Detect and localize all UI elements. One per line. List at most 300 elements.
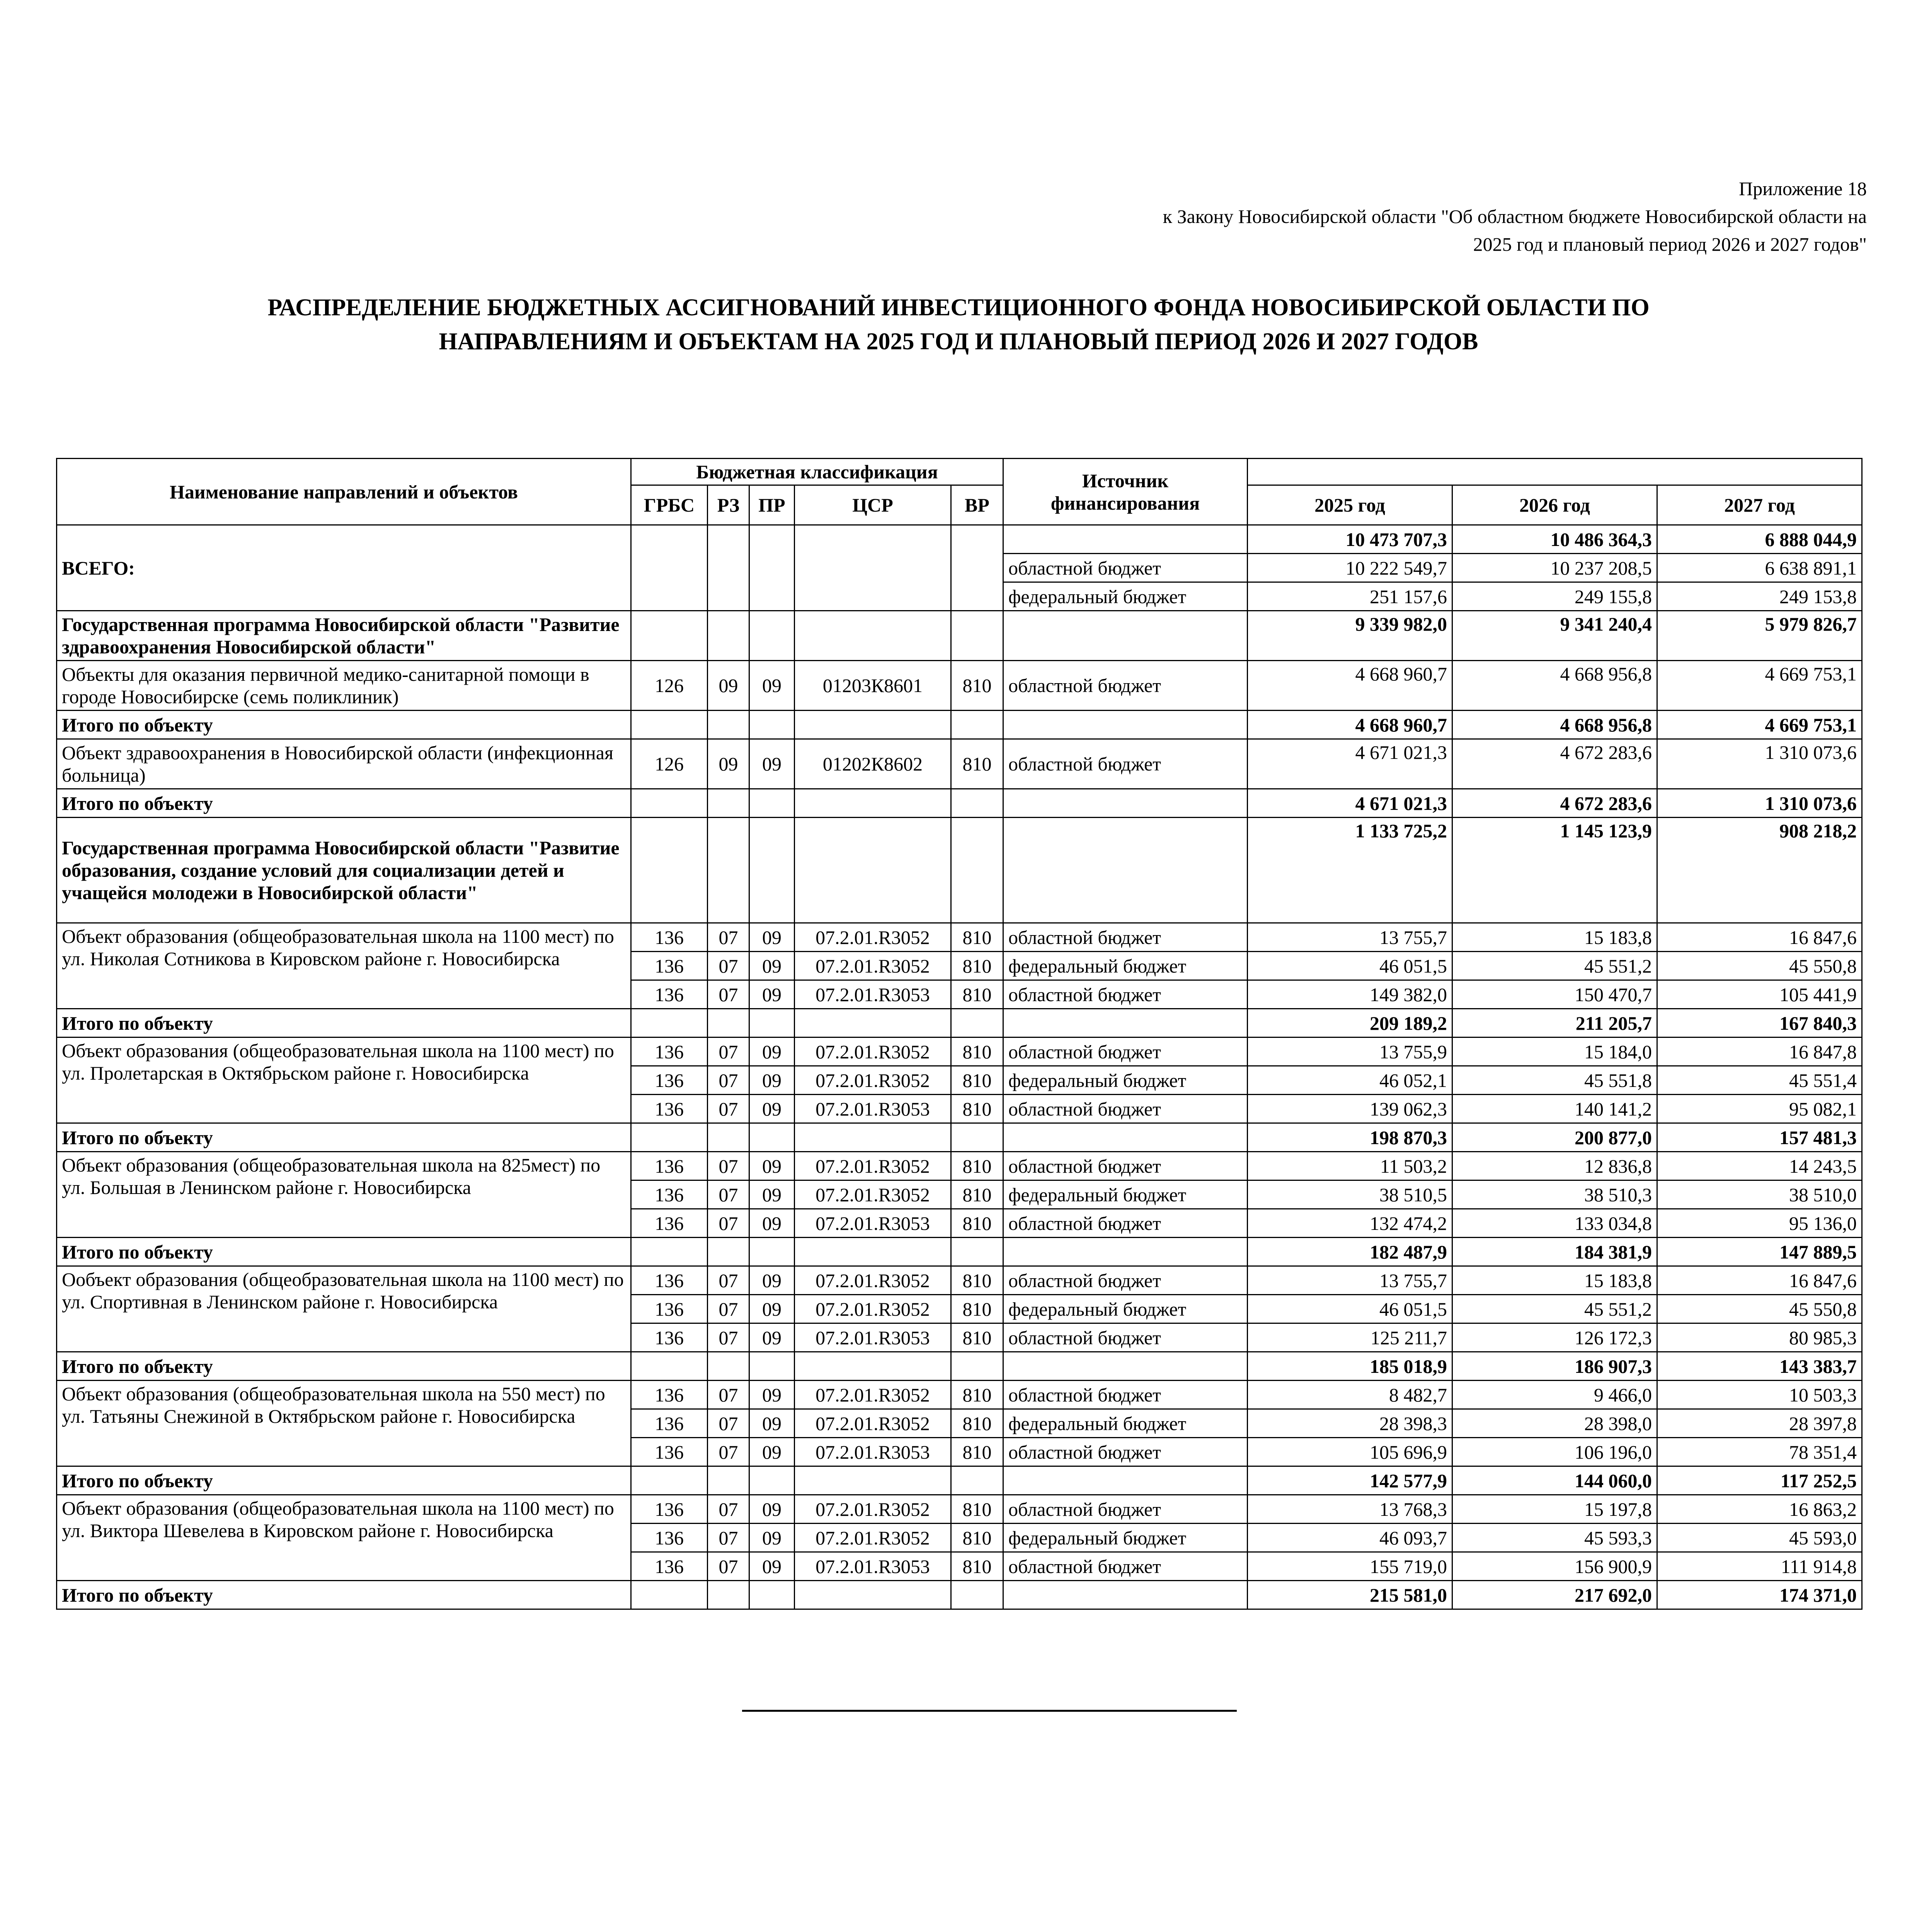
empty-cell [749, 1123, 795, 1152]
vr-cell: 810 [951, 661, 1003, 711]
empty-cell [631, 1238, 708, 1266]
value-2025: 13 755,9 [1248, 1037, 1452, 1066]
value-2025: 4 668 960,7 [1248, 661, 1452, 711]
value-2027: 95 082,1 [1657, 1095, 1862, 1123]
value-2025: 125 211,7 [1248, 1323, 1452, 1352]
vr-cell: 810 [951, 1209, 1003, 1238]
value-2026: 156 900,9 [1452, 1552, 1657, 1581]
program-health-row [57, 611, 1862, 661]
value-2025: 4 668 960,7 [1248, 711, 1452, 739]
csr-cell: 07.2.01.R3053 [795, 980, 951, 1009]
value-2027: 16 863,2 [1657, 1495, 1862, 1524]
value-2027: 147 889,5 [1657, 1238, 1862, 1266]
education-object-row [57, 1266, 1862, 1295]
empty-cell [951, 1009, 1003, 1037]
rz-cell: 07 [708, 1409, 749, 1438]
value-2027: 1 310 073,6 [1657, 739, 1862, 789]
empty-cell [951, 1123, 1003, 1152]
value-2025: 142 577,9 [1248, 1466, 1452, 1495]
value-2026: 10 486 364,3 [1452, 525, 1657, 554]
empty-cell [749, 789, 795, 818]
empty-cell [795, 789, 951, 818]
source-cell: федеральный бюджет [1003, 1295, 1248, 1323]
value-2025: 38 510,5 [1248, 1180, 1452, 1209]
empty-cell [749, 1238, 795, 1266]
grbs-cell: 136 [631, 1152, 708, 1180]
empty-cell [795, 1352, 951, 1381]
value-2027: 45 550,8 [1657, 1295, 1862, 1323]
csr-cell: 07.2.01.R3052 [795, 1066, 951, 1095]
empty-cell [1003, 611, 1248, 661]
vr-cell: 810 [951, 980, 1003, 1009]
vr-cell: 810 [951, 1381, 1003, 1409]
empty-cell [749, 711, 795, 739]
value-2025: 185 018,9 [1248, 1352, 1452, 1381]
empty-cell [708, 611, 749, 661]
object-total-label: Итого по объекту [57, 1352, 631, 1381]
value-2026: 211 205,7 [1452, 1009, 1657, 1037]
source-cell: областной бюджет [1003, 1381, 1248, 1409]
empty-cell [1003, 1123, 1248, 1152]
object-total-label: Итого по объекту [57, 711, 631, 739]
empty-cell [708, 1238, 749, 1266]
source-cell: областной бюджет [1003, 923, 1248, 952]
empty-cell [1003, 711, 1248, 739]
vr-cell: 810 [951, 1438, 1003, 1466]
empty-cell [631, 1352, 708, 1381]
vr-cell: 810 [951, 1409, 1003, 1438]
csr-cell: 07.2.01.R3052 [795, 1495, 951, 1524]
empty-class-cell [708, 525, 749, 611]
vr-cell: 810 [951, 1180, 1003, 1209]
value-2027: 143 383,7 [1657, 1352, 1862, 1381]
rz-cell: 07 [708, 1295, 749, 1323]
rz-cell: 07 [708, 1552, 749, 1581]
education-object-row [57, 1381, 1862, 1409]
appendix-law-reference: к Закону Новосибирской области "Об областном бюджете Новосибирской области на [1163, 206, 1867, 227]
rz-cell: 07 [708, 1209, 749, 1238]
value-2027: 16 847,8 [1657, 1037, 1862, 1066]
csr-cell: 07.2.01.R3052 [795, 1037, 951, 1066]
empty-cell [1003, 1238, 1248, 1266]
pr-cell: 09 [749, 1524, 795, 1552]
value-2026: 38 510,3 [1452, 1180, 1657, 1209]
source-cell: областной бюджет [1003, 1266, 1248, 1295]
empty-cell [951, 1581, 1003, 1609]
grbs-cell: 136 [631, 1495, 708, 1524]
col-name-header: Наименование направлений и объектов [57, 459, 631, 525]
value-2025: 155 719,0 [1248, 1552, 1452, 1581]
pr-cell: 09 [749, 1552, 795, 1581]
object-total-row [57, 789, 1862, 818]
value-2026: 186 907,3 [1452, 1352, 1657, 1381]
empty-cell [951, 818, 1003, 923]
source-cell: областной бюджет [1003, 554, 1248, 582]
object-name: Объект здравоохранения в Новосибирской области (инфекционная больница) [57, 739, 631, 789]
vr-cell: 810 [951, 1295, 1003, 1323]
empty-cell [631, 1009, 708, 1037]
empty-class-cell [749, 525, 795, 611]
value-2027: 111 914,8 [1657, 1552, 1862, 1581]
value-2026: 9 341 240,4 [1452, 611, 1657, 661]
pr-cell: 09 [749, 1066, 795, 1095]
value-2026: 9 466,0 [1452, 1381, 1657, 1409]
value-2027: 14 243,5 [1657, 1152, 1862, 1180]
pr-cell: 09 [749, 1266, 795, 1295]
health-object-row [57, 739, 1862, 789]
grbs-cell: 136 [631, 1381, 708, 1409]
value-2026: 249 155,8 [1452, 582, 1657, 611]
source-cell: областной бюджет [1003, 661, 1248, 711]
empty-cell [795, 611, 951, 661]
source-cell: областной бюджет [1003, 980, 1248, 1009]
csr-cell: 07.2.01.R3053 [795, 1209, 951, 1238]
value-2025: 4 671 021,3 [1248, 789, 1452, 818]
csr-cell: 07.2.01.R3052 [795, 1381, 951, 1409]
grbs-cell: 136 [631, 1037, 708, 1066]
value-2026: 144 060,0 [1452, 1466, 1657, 1495]
pr-cell: 09 [749, 661, 795, 711]
csr-cell: 07.2.01.R3052 [795, 952, 951, 980]
rz-cell: 07 [708, 1152, 749, 1180]
pr-cell: 09 [749, 1209, 795, 1238]
csr-cell: 07.2.01.R3052 [795, 1409, 951, 1438]
object-total-row [57, 1581, 1862, 1609]
value-2026: 106 196,0 [1452, 1438, 1657, 1466]
program-education-row [57, 818, 1862, 923]
value-2027: 45 593,0 [1657, 1524, 1862, 1552]
col-2025-header: 2025 год [1248, 485, 1452, 525]
value-2025: 209 189,2 [1248, 1009, 1452, 1037]
pr-cell: 09 [749, 1323, 795, 1352]
value-2025: 28 398,3 [1248, 1409, 1452, 1438]
empty-cell [631, 611, 708, 661]
value-2025: 13 768,3 [1248, 1495, 1452, 1524]
appendix-law-period: 2025 год и плановый период 2026 и 2027 годов" [1473, 233, 1867, 255]
empty-cell [951, 1352, 1003, 1381]
empty-cell [1003, 1581, 1248, 1609]
pr-cell: 09 [749, 952, 795, 980]
rz-cell: 07 [708, 923, 749, 952]
value-2025: 10 222 549,7 [1248, 554, 1452, 582]
value-2027: 105 441,9 [1657, 980, 1862, 1009]
empty-cell [631, 1466, 708, 1495]
source-cell [1003, 525, 1248, 554]
value-2026: 15 183,8 [1452, 923, 1657, 952]
empty-cell [749, 1352, 795, 1381]
vr-cell: 810 [951, 1152, 1003, 1180]
rz-cell: 07 [708, 1037, 749, 1066]
empty-cell [749, 1009, 795, 1037]
object-total-label: Итого по объекту [57, 789, 631, 818]
source-cell: федеральный бюджет [1003, 1409, 1248, 1438]
program-name: Государственная программа Новосибирской области "Развитие здравоохранения Новосибирской области" [57, 611, 631, 661]
value-2025: 13 755,7 [1248, 1266, 1452, 1295]
csr-cell: 07.2.01.R3052 [795, 923, 951, 952]
empty-cell [951, 1238, 1003, 1266]
empty-cell [631, 1581, 708, 1609]
pr-cell: 09 [749, 1495, 795, 1524]
value-2027: 38 510,0 [1657, 1180, 1862, 1209]
empty-cell [708, 789, 749, 818]
grbs-cell: 136 [631, 1409, 708, 1438]
value-2025: 1 133 725,2 [1248, 818, 1452, 923]
value-2027: 174 371,0 [1657, 1581, 1862, 1609]
csr-cell: 07.2.01.R3053 [795, 1095, 951, 1123]
vr-cell: 810 [951, 952, 1003, 980]
rz-cell: 07 [708, 1323, 749, 1352]
document-title [116, 291, 1801, 359]
rz-cell: 07 [708, 1180, 749, 1209]
empty-cell [795, 1581, 951, 1609]
grbs-cell: 136 [631, 923, 708, 952]
grbs-cell: 136 [631, 952, 708, 980]
value-2026: 4 668 956,8 [1452, 661, 1657, 711]
value-2027: 6 638 891,1 [1657, 554, 1862, 582]
empty-cell [631, 711, 708, 739]
appendix-header [939, 175, 1867, 258]
empty-class-cell [951, 525, 1003, 611]
grbs-cell: 136 [631, 1552, 708, 1581]
empty-cell [1003, 1352, 1248, 1381]
value-2027: 117 252,5 [1657, 1466, 1862, 1495]
object-total-row [57, 1238, 1862, 1266]
grbs-cell: 136 [631, 1266, 708, 1295]
csr-cell: 07.2.01.R3053 [795, 1552, 951, 1581]
education-object-row [57, 923, 1862, 952]
source-cell: областной бюджет [1003, 1495, 1248, 1524]
col-2026-header: 2026 год [1452, 485, 1657, 525]
source-cell: областной бюджет [1003, 1095, 1248, 1123]
value-2026: 4 672 283,6 [1452, 789, 1657, 818]
csr-cell: 07.2.01.R3053 [795, 1438, 951, 1466]
source-cell: областной бюджет [1003, 1037, 1248, 1066]
vr-cell: 810 [951, 1323, 1003, 1352]
vr-cell: 810 [951, 1524, 1003, 1552]
empty-cell [795, 1466, 951, 1495]
col-2027-header: 2027 год [1657, 485, 1862, 525]
source-cell: областной бюджет [1003, 739, 1248, 789]
value-2025: 46 051,5 [1248, 1295, 1452, 1323]
empty-cell [631, 818, 708, 923]
object-total-row [57, 1123, 1862, 1152]
source-cell: областной бюджет [1003, 1552, 1248, 1581]
csr-cell: 07.2.01.R3052 [795, 1266, 951, 1295]
value-2025: 198 870,3 [1248, 1123, 1452, 1152]
rz-cell: 09 [708, 739, 749, 789]
pr-cell: 09 [749, 980, 795, 1009]
budget-table [56, 458, 1863, 1610]
grbs-cell: 136 [631, 1295, 708, 1323]
col-rz-header: РЗ [708, 485, 749, 525]
empty-cell [708, 1466, 749, 1495]
pr-cell: 09 [749, 1438, 795, 1466]
pr-cell: 09 [749, 1180, 795, 1209]
source-cell: областной бюджет [1003, 1209, 1248, 1238]
value-2027: 16 847,6 [1657, 1266, 1862, 1295]
object-name: Объект образования (общеобразовательная школа на 550 мест) по ул. Татьяны Снежиной в Октябрьском районе г. Новосибирска [57, 1381, 631, 1466]
empty-cell [749, 818, 795, 923]
csr-cell: 07.2.01.R3053 [795, 1323, 951, 1352]
pr-cell: 09 [749, 1295, 795, 1323]
col-csr-header: ЦСР [795, 485, 951, 525]
rz-cell: 07 [708, 980, 749, 1009]
col-years-group-header [1248, 459, 1862, 485]
empty-cell [795, 1009, 951, 1037]
object-total-row [57, 711, 1862, 739]
grbs-cell: 136 [631, 1323, 708, 1352]
value-2026: 45 551,8 [1452, 1066, 1657, 1095]
empty-cell [795, 711, 951, 739]
vr-cell: 810 [951, 739, 1003, 789]
col-source-header: Источник финансирования [1003, 459, 1248, 525]
value-2026: 10 237 208,5 [1452, 554, 1657, 582]
value-2027: 6 888 044,9 [1657, 525, 1862, 554]
education-object-row [57, 1037, 1862, 1066]
object-total-row [57, 1352, 1862, 1381]
pr-cell: 09 [749, 1409, 795, 1438]
empty-cell [795, 1123, 951, 1152]
table-header [57, 459, 1862, 525]
health-object-row [57, 661, 1862, 711]
empty-cell [708, 1352, 749, 1381]
empty-cell [1003, 789, 1248, 818]
value-2027: 167 840,3 [1657, 1009, 1862, 1037]
col-vr-header: ВР [951, 485, 1003, 525]
rz-cell: 07 [708, 1066, 749, 1095]
program-name: Государственная программа Новосибирской области "Развитие образования, создание условий для социализации детей и учащейся молодежи в Новосибирской области" [57, 818, 631, 923]
value-2027: 16 847,6 [1657, 923, 1862, 952]
empty-cell [631, 1123, 708, 1152]
value-2027: 5 979 826,7 [1657, 611, 1862, 661]
value-2025: 13 755,7 [1248, 923, 1452, 952]
source-cell: федеральный бюджет [1003, 1066, 1248, 1095]
object-name: Объекты для оказания первичной медико-санитарной помощи в городе Новосибирске (семь поликлиник) [57, 661, 631, 711]
rz-cell: 07 [708, 1495, 749, 1524]
grbs-cell: 136 [631, 1180, 708, 1209]
value-2026: 45 593,3 [1452, 1524, 1657, 1552]
empty-cell [708, 1123, 749, 1152]
source-cell: областной бюджет [1003, 1323, 1248, 1352]
object-total-row [57, 1009, 1862, 1037]
education-object-row [57, 1495, 1862, 1524]
empty-cell [631, 789, 708, 818]
vr-cell: 810 [951, 1037, 1003, 1066]
object-total-label: Итого по объекту [57, 1009, 631, 1037]
value-2025: 46 051,5 [1248, 952, 1452, 980]
object-total-label: Итого по объекту [57, 1466, 631, 1495]
empty-cell [708, 818, 749, 923]
value-2026: 15 197,8 [1452, 1495, 1657, 1524]
value-2026: 150 470,7 [1452, 980, 1657, 1009]
value-2026: 4 672 283,6 [1452, 739, 1657, 789]
rz-cell: 07 [708, 952, 749, 980]
empty-cell [795, 818, 951, 923]
csr-cell: 01202К8602 [795, 739, 951, 789]
pr-cell: 09 [749, 1381, 795, 1409]
value-2025: 215 581,0 [1248, 1581, 1452, 1609]
value-2027: 1 310 073,6 [1657, 789, 1862, 818]
vr-cell: 810 [951, 1095, 1003, 1123]
empty-cell [951, 789, 1003, 818]
pr-cell: 09 [749, 923, 795, 952]
empty-cell [708, 1009, 749, 1037]
total-label: ВСЕГО: [57, 525, 631, 611]
col-grbs-header: ГРБС [631, 485, 708, 525]
value-2026: 28 398,0 [1452, 1409, 1657, 1438]
grbs-cell: 136 [631, 1438, 708, 1466]
value-2025: 4 671 021,3 [1248, 739, 1452, 789]
grbs-cell: 136 [631, 1095, 708, 1123]
empty-cell [749, 611, 795, 661]
source-cell: областной бюджет [1003, 1152, 1248, 1180]
rz-cell: 07 [708, 1381, 749, 1409]
value-2026: 1 145 123,9 [1452, 818, 1657, 923]
rz-cell: 07 [708, 1266, 749, 1295]
header-row-top [57, 459, 1862, 485]
rz-cell: 07 [708, 1438, 749, 1466]
empty-cell [708, 711, 749, 739]
empty-cell [708, 1581, 749, 1609]
csr-cell: 07.2.01.R3052 [795, 1152, 951, 1180]
csr-cell: 01203К8601 [795, 661, 951, 711]
value-2026: 133 034,8 [1452, 1209, 1657, 1238]
value-2025: 11 503,2 [1248, 1152, 1452, 1180]
grbs-cell: 126 [631, 739, 708, 789]
value-2025: 8 482,7 [1248, 1381, 1452, 1409]
value-2026: 4 668 956,8 [1452, 711, 1657, 739]
object-total-label: Итого по объекту [57, 1238, 631, 1266]
empty-cell [951, 711, 1003, 739]
object-name: Ообъект образования (общеобразовательная школа на 1100 мест) по ул. Спортивная в Ленинском районе г. Новосибирска [57, 1266, 631, 1352]
document-title-line-2: НАПРАВЛЕНИЯМ И ОБЪЕКТАМ НА 2025 ГОД И ПЛАНОВЫЙ ПЕРИОД 2026 И 2027 ГОДОВ [439, 328, 1478, 355]
rz-cell: 09 [708, 661, 749, 711]
value-2025: 10 473 707,3 [1248, 525, 1452, 554]
pr-cell: 09 [749, 739, 795, 789]
value-2026: 184 381,9 [1452, 1238, 1657, 1266]
value-2026: 140 141,2 [1452, 1095, 1657, 1123]
document-title-line-1: РАСПРЕДЕЛЕНИЕ БЮДЖЕТНЫХ АССИГНОВАНИЙ ИНВЕСТИЦИОННОГО ФОНДА НОВОСИБИРСКОЙ ОБЛАСТИ ПО [267, 294, 1650, 321]
value-2027: 95 136,0 [1657, 1209, 1862, 1238]
pr-cell: 09 [749, 1152, 795, 1180]
pr-cell: 09 [749, 1037, 795, 1066]
grbs-cell: 136 [631, 1524, 708, 1552]
grbs-cell: 136 [631, 1209, 708, 1238]
value-2027: 80 985,3 [1657, 1323, 1862, 1352]
vr-cell: 810 [951, 1552, 1003, 1581]
source-cell: федеральный бюджет [1003, 952, 1248, 980]
object-total-label: Итого по объекту [57, 1123, 631, 1152]
table-body [57, 525, 1862, 1609]
object-name: Объект образования (общеобразовательная школа на 1100 мест) по ул. Виктора Шевелева в Кировском районе г. Новосибирска [57, 1495, 631, 1581]
col-budget-class-header: Бюджетная классификация [631, 459, 1003, 485]
value-2027: 28 397,8 [1657, 1409, 1862, 1438]
source-cell: федеральный бюджет [1003, 1524, 1248, 1552]
value-2025: 149 382,0 [1248, 980, 1452, 1009]
grbs-cell: 126 [631, 661, 708, 711]
value-2026: 45 551,2 [1452, 952, 1657, 980]
value-2027: 78 351,4 [1657, 1438, 1862, 1466]
vr-cell: 810 [951, 923, 1003, 952]
value-2027: 249 153,8 [1657, 582, 1862, 611]
value-2025: 251 157,6 [1248, 582, 1452, 611]
value-2025: 46 093,7 [1248, 1524, 1452, 1552]
empty-cell [951, 611, 1003, 661]
value-2027: 45 550,8 [1657, 952, 1862, 980]
pr-cell: 09 [749, 1095, 795, 1123]
vr-cell: 810 [951, 1266, 1003, 1295]
value-2026: 217 692,0 [1452, 1581, 1657, 1609]
